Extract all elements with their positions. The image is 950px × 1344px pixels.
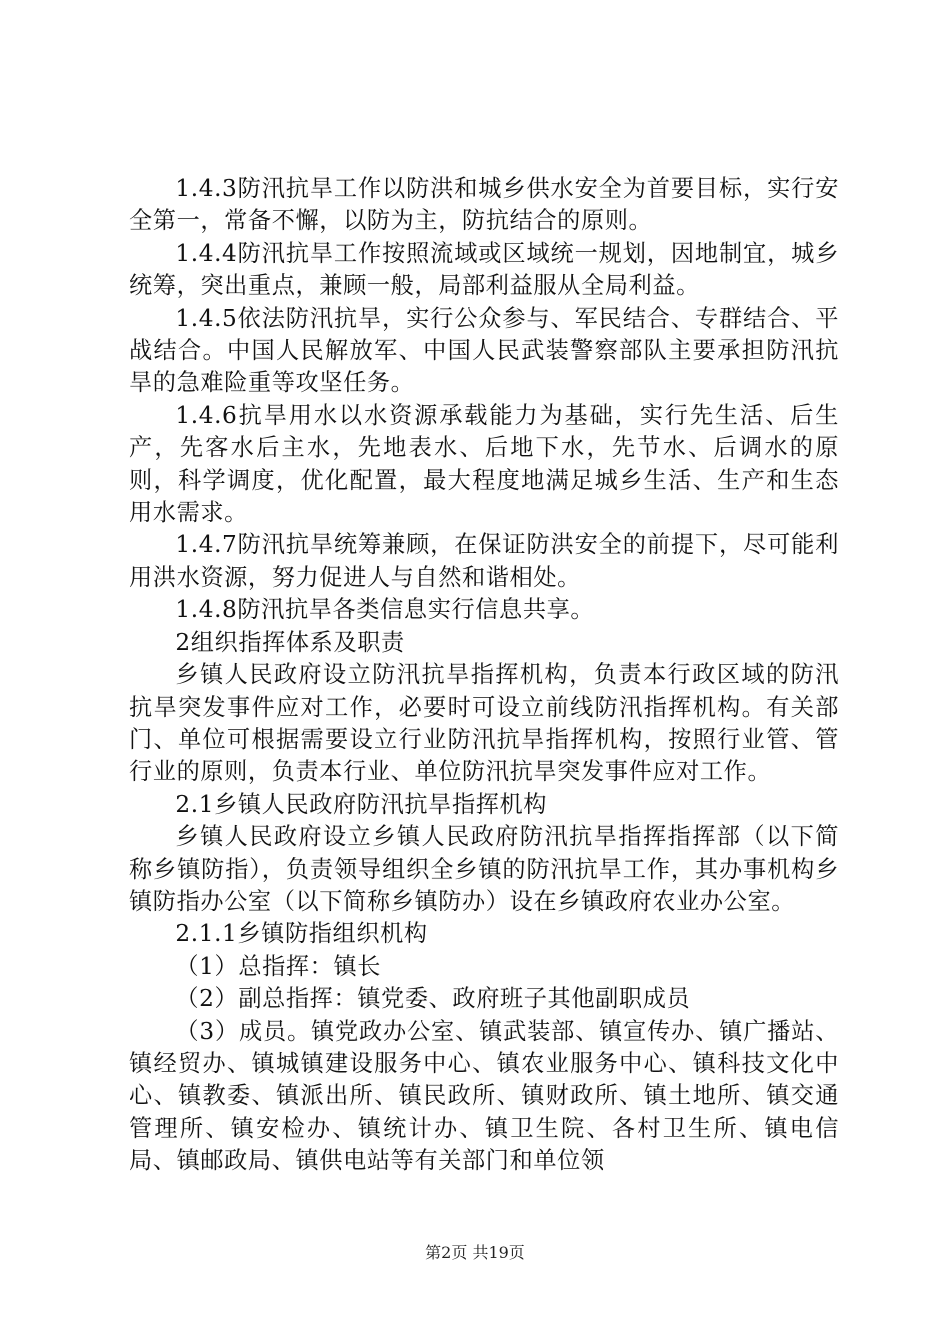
paragraph-1-4-5: 1.4.5依法防汛抗旱，实行公众参与、军民结合、专群结合、平战结合。中国人民解放军、中国人民武装警察部队主要承担防汛抗旱的急难险重等攻坚任务。 bbox=[129, 304, 839, 397]
paragraph-section-2-1: 乡镇人民政府设立乡镇人民政府防汛抗旱指挥指挥部（以下简称乡镇防指），负责领导组织全乡镇的防汛抗旱工作，其办事机构乡镇防指办公室（以下简称乡镇防办）设在乡镇政府农业办公室。 bbox=[129, 823, 839, 915]
list-item-deputy-commander: （2）副总指挥：镇党委、政府班子其他副职成员 bbox=[175, 985, 691, 1013]
list-item-members: （3）成员。镇党政办公室、镇武装部、镇宣传办、镇广播站、镇经贸办、镇城镇建设服务中心、镇农业服务中心、镇科技文化中心、镇教委、镇派出所、镇民政所、镇财政所、镇土地所、镇交通管理所、镇安检办、镇统计办、镇卫生院、各村卫生所、镇电信局、镇邮政局、镇供电站等有关部门和单位领 bbox=[129, 1017, 839, 1175]
section-heading-2: 2组织指挥体系及职责 bbox=[175, 628, 405, 656]
page-footer: 第2页 共19页 bbox=[425, 1243, 525, 1262]
list-item-commander: （1）总指挥：镇长 bbox=[175, 952, 382, 980]
paragraph-1-4-3: 1.4.3防汛抗旱工作以防洪和城乡供水安全为首要目标，实行安全第一，常备不懈，以防为主，防抗结合的原则。 bbox=[129, 175, 839, 235]
paragraph-1-4-4: 1.4.4防汛抗旱工作按照流域或区域统一规划，因地制宜，城乡统筹，突出重点，兼顾一般，局部利益服从全局利益。 bbox=[129, 239, 839, 300]
section-heading-2-1: 2.1乡镇人民政府防汛抗旱指挥机构 bbox=[175, 790, 548, 818]
document-body bbox=[129, 173, 839, 1178]
paragraph-section-2-intro: 乡镇人民政府设立防汛抗旱指挥机构，负责本行政区域的防汛抗旱突发事件应对工作，必要时可设立前线防汛指挥机构。有关部门、单位可根据需要设立行业防汛抗旱指挥机构，按照行业管、管行业的原则，负责本行业、单位防汛抗旱突发事件应对工作。 bbox=[129, 661, 839, 786]
paragraph-1-4-6: 1.4.6抗旱用水以水资源承载能力为基础，实行先生活、后生产，先客水后主水，先地表水、后地下水，先节水、后调水的原则，科学调度，优化配置，最大程度地满足城乡生活、生产和生态用水需求。 bbox=[129, 401, 839, 527]
paragraph-1-4-8: 1.4.8防汛抗旱各类信息实行信息共享。 bbox=[175, 596, 595, 624]
paragraph-1-4-7: 1.4.7防汛抗旱统筹兼顾，在保证防洪安全的前提下，尽可能利用洪水资源，努力促进人与自然和谐相处。 bbox=[129, 531, 839, 591]
section-heading-2-1-1: 2.1.1乡镇防指组织机构 bbox=[175, 920, 428, 948]
